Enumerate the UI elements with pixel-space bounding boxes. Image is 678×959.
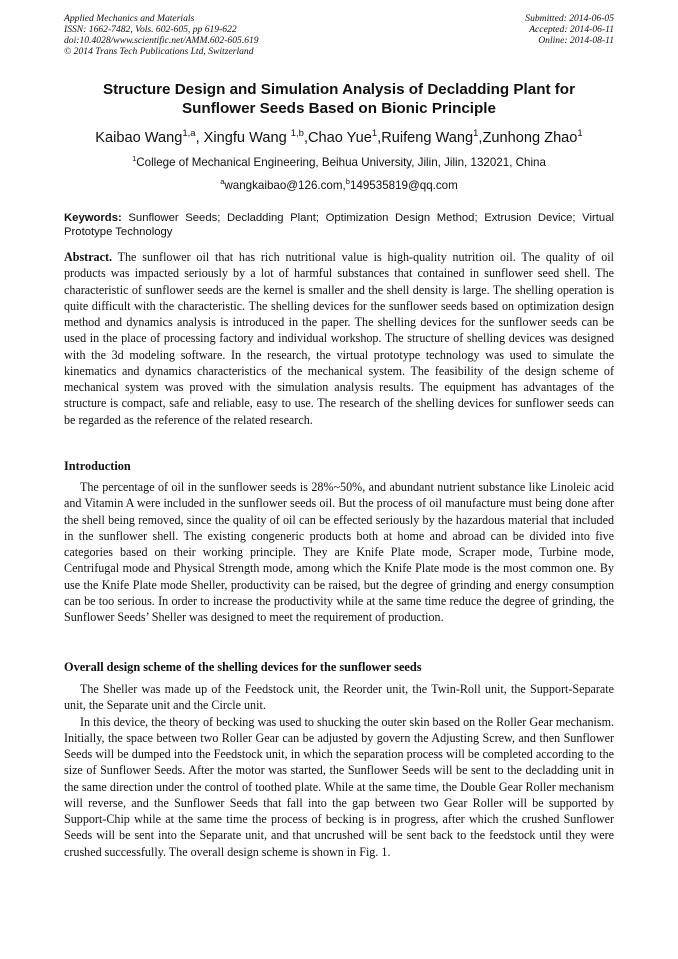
email-sup-b: b — [345, 177, 350, 187]
title-line-2: Sunflower Seeds Based on Bionic Principle — [182, 100, 496, 117]
introduction-heading: Introduction — [64, 459, 131, 473]
author-sep: , — [303, 130, 308, 146]
author-sep: , — [478, 130, 483, 146]
online-date: Online: 2014-08-11 — [538, 35, 614, 47]
issn-line: ISSN: 1662-7482, Vols. 602-605, pp 619-622 — [64, 24, 237, 36]
journal-header — [64, 13, 259, 57]
author-affil-sup: 1,b — [290, 128, 304, 140]
introduction-body — [64, 479, 614, 625]
author-list — [30, 129, 648, 147]
author-sep: , — [195, 130, 204, 146]
keywords-label: Keywords: — [64, 212, 122, 224]
overall-design-paragraph-1: The Sheller was made up of the Feedstock unit, the Reorder unit, the Twin-Roll unit, the Support-Separate unit, the Separate unit and the Circle unit. — [64, 682, 614, 713]
doi-line: doi:10.4028/www.scientific.net/AMM.602-605.619 — [64, 35, 259, 47]
keywords-block — [64, 211, 614, 239]
overall-design-heading: Overall design scheme of the shelling devices for the sunflower seeds — [64, 660, 422, 674]
accepted-date: Accepted: 2014-06-11 — [529, 24, 614, 36]
introduction-paragraph: The percentage of oil in the sunflower seeds is 28%~50%, and abundant nutrient substance like Linoleic acid and Vitamin A were included in the sunflower seeds oil. But the process of oil manufacture must being done after the shell being removed, since the quality of oil can be effected seriously by the hazardous material that included in the sunflower shell. The existing congeneric products both at home and abroad can be divided into five categories based on their working principle. They are Knife Plate mode, Scraper mode, Turbine mode, Centrifugal mode and Physical Strength mode, among which the Knife Plate mode is the most common one. By use the Knife Plate mode Sheller, productivity can be raised, but the degree of grinding and energy consumption can be too serious. In order to increase the productivity while at the same time reduce the degree of grinding, the Sunflower Seeds’ Sheller was designed to meet the requirement of production. — [64, 480, 614, 624]
author-affil-sup: 1 — [577, 128, 583, 140]
abstract-label: Abstract. — [64, 250, 113, 264]
overall-design-body — [64, 681, 614, 860]
email-b: 149535819@qq.com — [349, 179, 458, 192]
author-name: Kaibao Wang — [95, 130, 183, 146]
author-emails — [30, 179, 648, 193]
email-sup-a: a — [220, 177, 225, 187]
author-affil-sup: 1,a — [182, 128, 196, 140]
author-name: Ruifeng Wang — [381, 130, 474, 146]
author-name: Xingfu Wang — [203, 130, 291, 146]
affiliation-text: College of Mechanical Engineering, Beihua University, Jilin, Jilin, 132021, China — [136, 156, 546, 169]
journal-name: Applied Mechanics and Materials — [64, 13, 195, 24]
author-affil-sup: 1 — [371, 128, 378, 140]
affiliation — [30, 156, 648, 170]
affiliation-sup: 1 — [132, 154, 137, 164]
abstract-text: The sunflower oil that has rich nutritional value is high-quality nutrition oil. The quality of oil products was impacted seriously by a lot of harmful substances that contained in sunflower seed shell. The characteristic of sunflower seeds are the kernel is smaller and the shell density is large. The shelling operation is quite difficult with the characteristic. The shelling devices for the sunflower seeds based on optimization design method and dynamics analysis is introduced in the paper. The shelling devices for the sunflower seeds can be used in the place of processing factory and individual workshop. The structure of shelling devices was designed with the 3d modeling software. In the research, the virtual prototype technology was used to simulate the kinematics and dynamics characteristics of the mechanical system. The feasibility of the design scheme of mechanical system was proved with the simulation analysis results. The equipment has advantages of the structure is compact, safe and reliable, easy to use. The research of the shelling devices for sunflower seeds can be regarded as the reference of the related research. — [64, 250, 614, 427]
abstract-block — [64, 249, 614, 428]
copyright-line: © 2014 Trans Tech Publications Ltd, Switzerland — [64, 46, 254, 58]
title-line-1: Structure Design and Simulation Analysis of Decladding Plant for — [102, 81, 575, 98]
email-a: wangkaibao@126.com, — [224, 179, 346, 192]
paper-title — [40, 80, 638, 118]
author-sep: , — [377, 130, 382, 146]
author-name: Zunhong Zhao — [482, 130, 578, 146]
overall-design-paragraph-2: In this device, the theory of becking was used to shucking the outer skin based on the Roller Gear mechanism. Initially, the space between two Roller Gear can be adjusted by govern the Adjusting Screw, and then Sunflower Seeds will be dumped into the Feedstock unit, in which the separation process will be completed according to the size of Sunflower Seeds. After the motor was started, the Sunflower Seeds will be sent to the decladding unit in the same direction under the control of toothed plate. While at the same time, the Double Gear Roller mechanism will reverse, and the Sunflower Seeds that fall into the gap between two Gear Roller will be supported by Support-Chip while at the same time the process of becking is in progress, after which the crushed Sunflower Seeds will be sent into the Separate unit, and that uncrushed will be sent back to the feedstock until they were crushed successfully. The overall design scheme is shown in Fig. 1. — [64, 714, 614, 859]
author-name: Chao Yue — [308, 130, 372, 146]
keywords-text: Sunflower Seeds; Decladding Plant; Optimization Design Method; Extrusion Device; Virtual Prototype Technology — [64, 212, 614, 238]
dates-header — [525, 13, 614, 46]
author-affil-sup: 1 — [473, 128, 479, 140]
submitted-date: Submitted: 2014-06-05 — [525, 13, 614, 24]
